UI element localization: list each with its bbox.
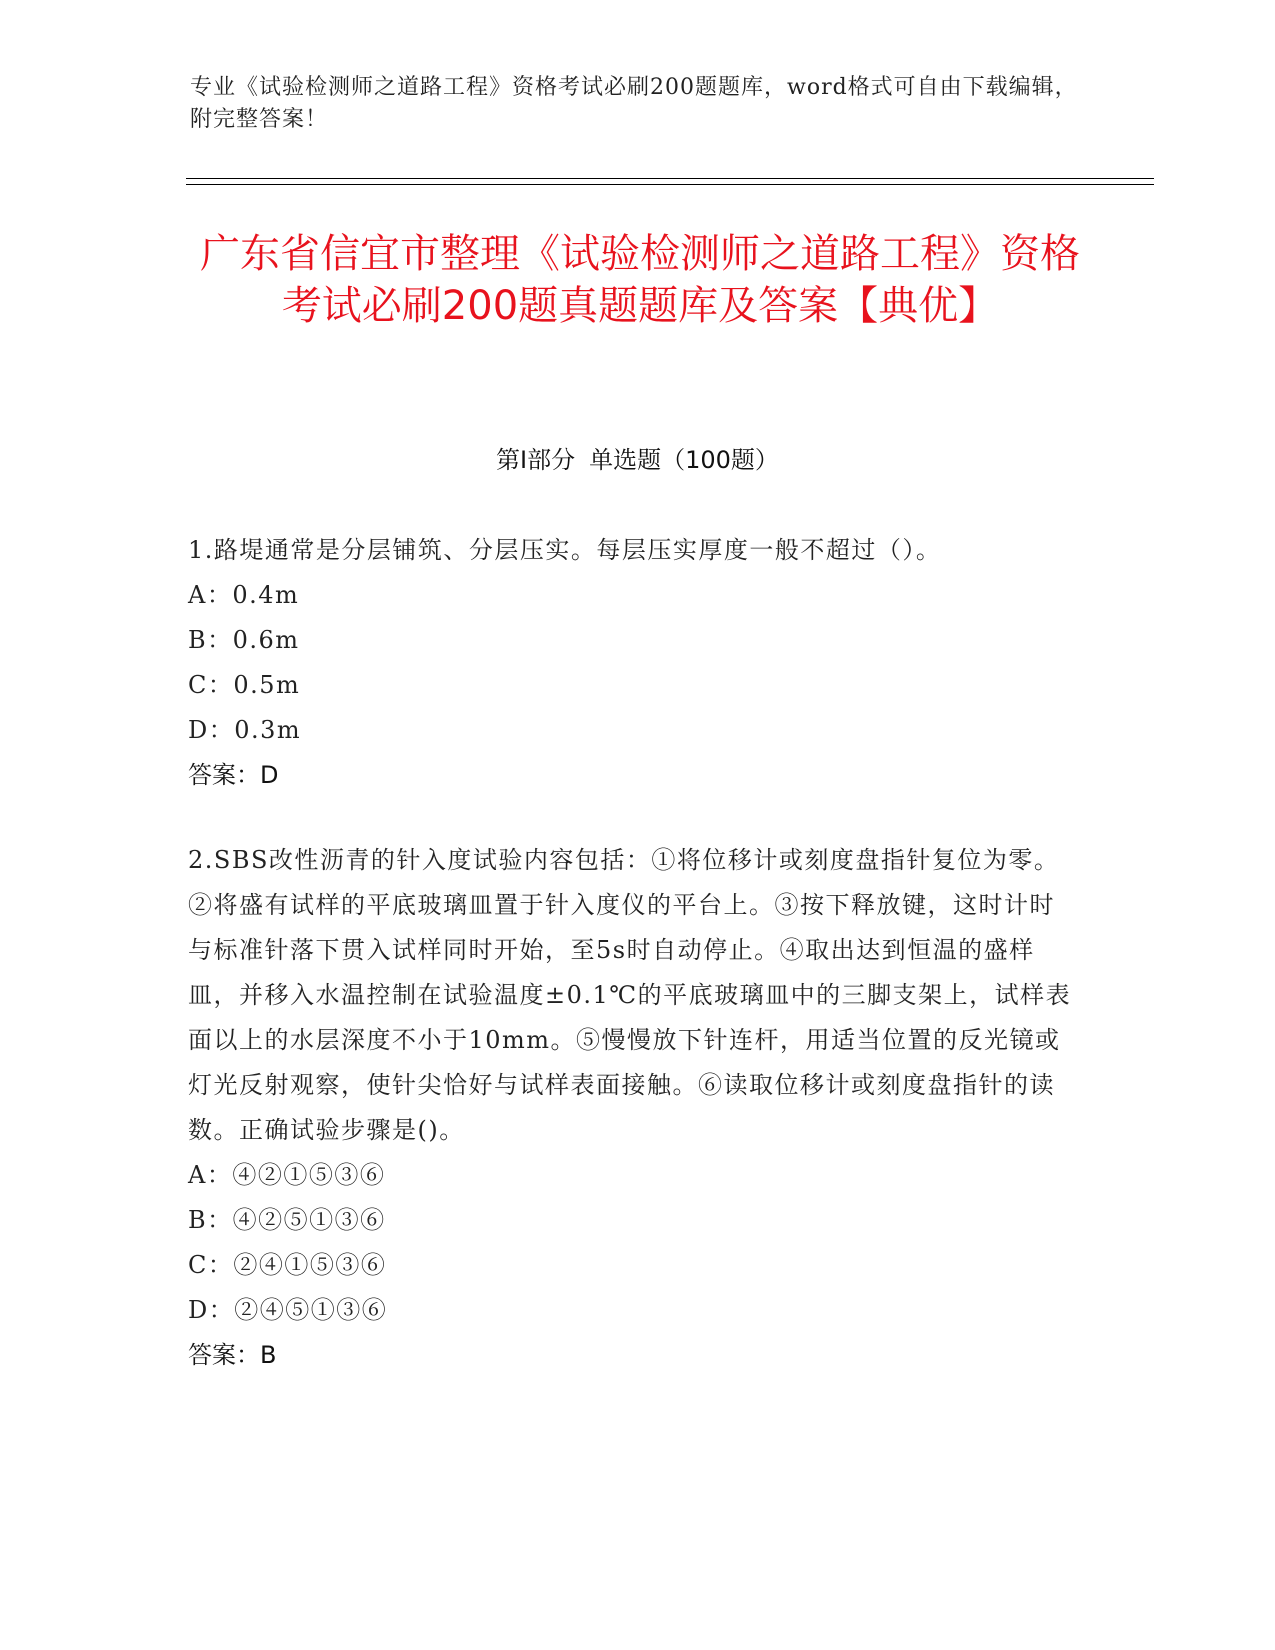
option-c: C：②④①⑤③⑥: [188, 1251, 387, 1279]
option-a: A：0.4m: [188, 581, 300, 609]
answer-label: 答案：: [188, 1341, 260, 1369]
question-list: [188, 528, 1078, 1418]
answer-label: 答案：: [188, 761, 260, 789]
answer-value: D: [260, 761, 279, 789]
header-divider-bottom: [186, 184, 1154, 185]
document-title: 广东省信宜市整理《试验检测师之道路工程》资格考试必刷200题真题题库及答案【典优】: [200, 231, 1080, 329]
option-a: A：④②①⑤③⑥: [188, 1161, 386, 1189]
section-name: 单选题（100题）: [589, 446, 779, 474]
answer-line: [188, 753, 1078, 798]
answer-line: [188, 1333, 1078, 1378]
question-1: [188, 528, 1078, 798]
section-part: 第I部分: [496, 446, 576, 474]
option-d: D：②④⑤①③⑥: [188, 1296, 388, 1324]
option-c: C：0.5m: [188, 671, 301, 699]
option-b: B：0.6m: [188, 626, 300, 654]
header-note: 专业《试验检测师之道路工程》资格考试必刷200题题库，word格式可自由下载编辑，附完整答案！: [190, 75, 1078, 132]
answer-value: B: [260, 1341, 277, 1369]
option-b: B：④②⑤①③⑥: [188, 1206, 386, 1234]
question-stem: 2.SBS改性沥青的针入度试验内容包括：①将位移计或刻度盘指针复位为零。②将盛有试样的平底玻璃皿置于针入度仪的平台上。③按下释放键，这时计时与标准针落下贯入试样同时开始，至5s时自动停止。④取出达到恒温的盛样皿，并移入水温控制在试验温度±0.1℃的平底玻璃皿中的三脚支架上，试样表面以上的水层深度不小于10mm。⑤慢慢放下针连杆，用适当位置的反光镜或灯光反射观察，使针尖恰好与试样表面接触。⑥读取位移计或刻度盘指针的读数。正确试验步骤是()。: [188, 846, 1072, 1144]
header-divider-top: [186, 178, 1154, 179]
question-stem: 1.路堤通常是分层铺筑、分层压实。每层压实厚度一般不超过（）。: [188, 536, 942, 564]
section-title: [0, 440, 1275, 475]
option-d: D：0.3m: [188, 716, 302, 744]
question-2: [188, 838, 1078, 1378]
